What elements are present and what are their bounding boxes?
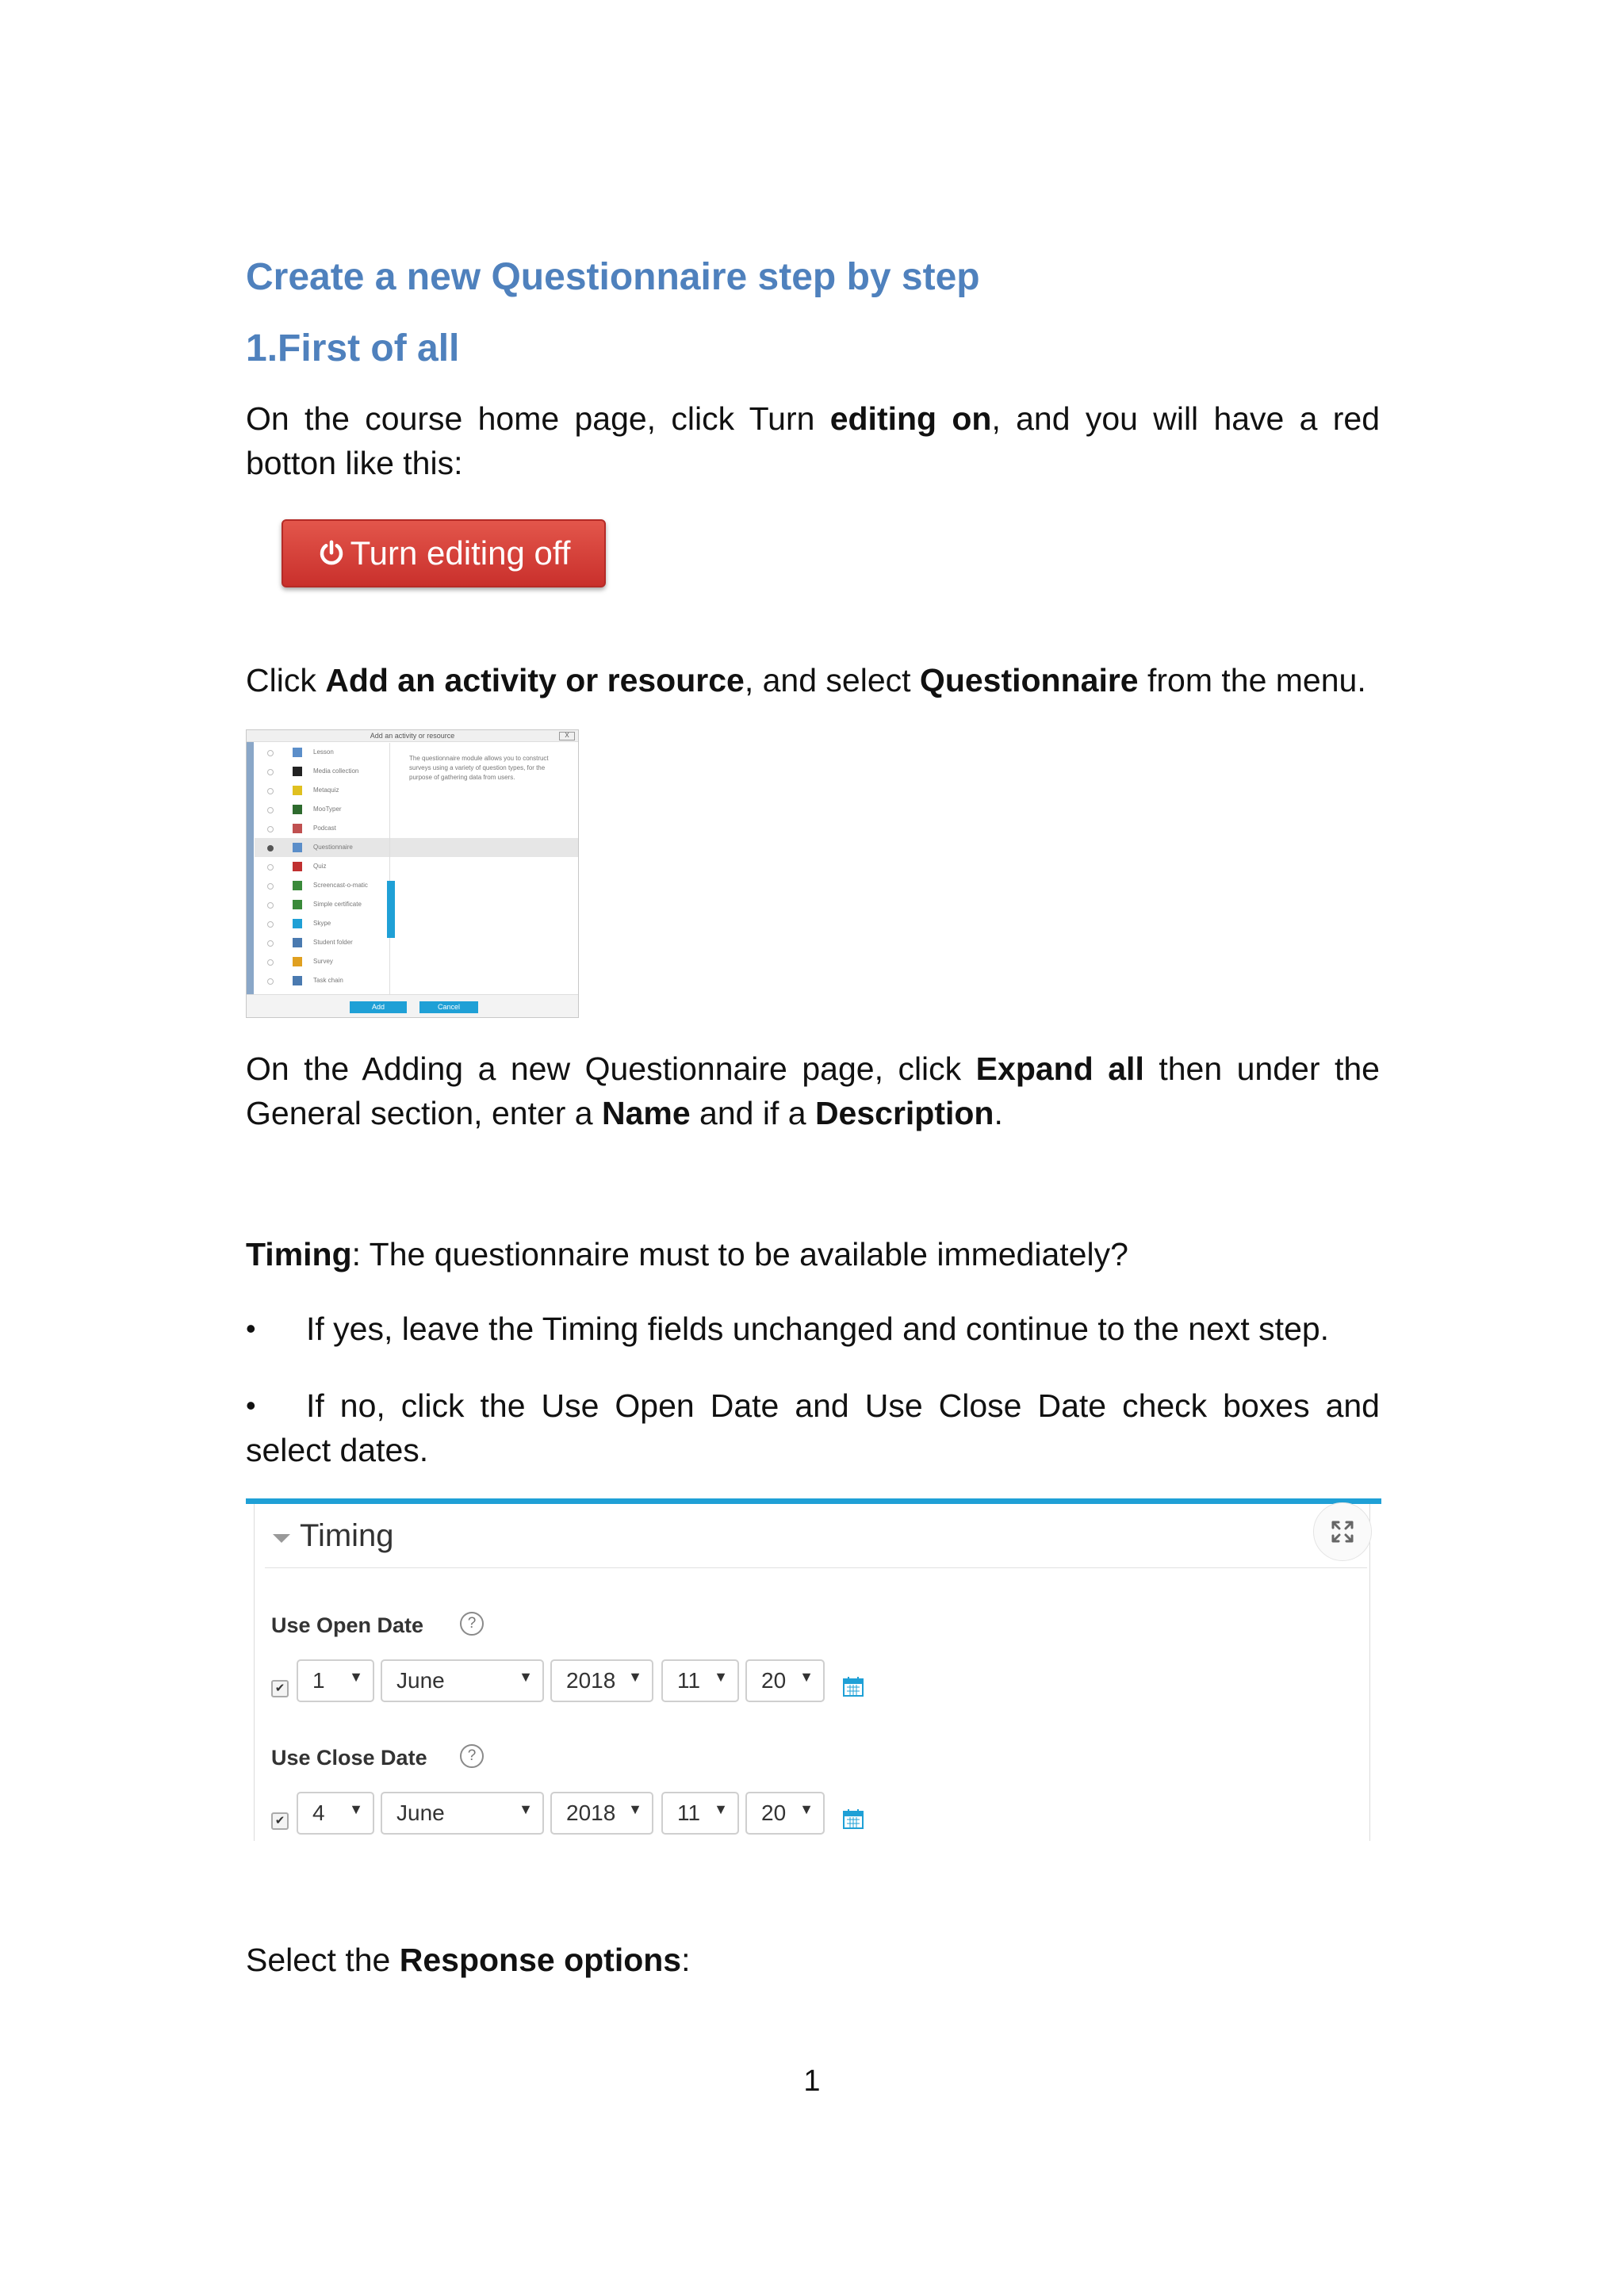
chooser-scrollbar[interactable] bbox=[387, 881, 395, 938]
chooser-activity-label: Screencast-o-matic bbox=[313, 882, 368, 889]
chooser-activity-item[interactable] bbox=[255, 914, 579, 933]
paragraph-timing-question: Timing: The questionnaire must to be available immediately? bbox=[246, 1236, 1128, 1272]
chooser-activity-label: Task chain bbox=[313, 977, 343, 984]
chooser-left-accent bbox=[247, 730, 254, 1017]
activity-icon bbox=[293, 957, 302, 966]
open-hour-select[interactable]: 11 ▼ bbox=[661, 1659, 739, 1702]
activity-icon bbox=[293, 881, 302, 890]
open-month-select[interactable]: June ▼ bbox=[381, 1659, 544, 1702]
chooser-activity-item[interactable] bbox=[255, 895, 579, 914]
radio-icon[interactable] bbox=[267, 959, 274, 966]
calendar-icon[interactable] bbox=[842, 1675, 864, 1697]
chooser-activity-label: Metaquiz bbox=[313, 786, 339, 794]
bullet-icon: • bbox=[246, 1312, 256, 1345]
expand-arrows-icon bbox=[1314, 1503, 1371, 1560]
timing-panel bbox=[246, 1498, 1381, 1845]
chooser-activity-item[interactable] bbox=[255, 781, 579, 800]
radio-icon[interactable] bbox=[267, 788, 274, 794]
paragraph-add-activity: Click Add an activity or resource, and select Questionnaire from the menu. bbox=[246, 662, 1366, 698]
close-minute-select[interactable]: 20 ▼ bbox=[745, 1792, 825, 1835]
activity-icon bbox=[293, 805, 302, 814]
close-day-select[interactable]: 4 ▼ bbox=[297, 1792, 374, 1835]
use-open-date-checkbox[interactable]: ✔ bbox=[271, 1680, 289, 1697]
document-title: Create a new Questionnaire step by step bbox=[246, 256, 980, 298]
radio-icon[interactable] bbox=[267, 864, 274, 871]
chooser-description: The questionnaire module allows you to construct surveys using a variety of question types, for the purpose of gathering data from users. bbox=[409, 755, 549, 781]
activity-icon bbox=[293, 938, 302, 947]
bullet-item: • If yes, leave the Timing fields unchanged and continue to the next step. bbox=[246, 1307, 1380, 1351]
fullscreen-toggle-button[interactable] bbox=[1313, 1502, 1372, 1561]
section-heading: 1.First of all bbox=[246, 327, 460, 369]
chooser-scroll-track bbox=[389, 743, 390, 997]
chooser-activity-item[interactable] bbox=[255, 800, 579, 819]
paragraph-turn-editing: On the course home page, click Turn editing on, and you will have a red botton like this: bbox=[246, 400, 1380, 481]
help-icon[interactable]: ? bbox=[460, 1612, 484, 1636]
bullet-item: • If no, click the Use Open Date and Use Close Date check boxes and select dates. bbox=[246, 1383, 1380, 1472]
timing-title-divider bbox=[265, 1567, 1367, 1568]
activity-icon bbox=[293, 862, 302, 871]
chooser-activity-label: Simple certificate bbox=[313, 901, 362, 908]
chooser-activity-label: Quiz bbox=[313, 863, 327, 870]
chooser-activity-label: Lesson bbox=[313, 748, 334, 756]
radio-icon[interactable] bbox=[267, 769, 274, 775]
activity-icon bbox=[293, 976, 302, 985]
chooser-activity-item[interactable] bbox=[255, 857, 579, 876]
activity-icon bbox=[293, 843, 302, 852]
use-close-date-label: Use Close Date bbox=[271, 1746, 427, 1770]
activity-icon bbox=[293, 748, 302, 757]
radio-icon[interactable] bbox=[267, 807, 274, 813]
open-year-select[interactable]: 2018 ▼ bbox=[550, 1659, 653, 1702]
radio-icon[interactable] bbox=[267, 921, 274, 928]
radio-icon[interactable] bbox=[267, 940, 274, 947]
chooser-activity-label: Media collection bbox=[313, 767, 359, 775]
panel-border-left bbox=[254, 1504, 255, 1841]
open-minute-select[interactable]: 20 ▼ bbox=[745, 1659, 825, 1702]
radio-icon[interactable] bbox=[267, 845, 274, 851]
chooser-activity-item[interactable] bbox=[255, 952, 579, 971]
paragraph-response-options: Select the Response options: bbox=[246, 1942, 691, 1978]
open-day-select[interactable]: 1 ▼ bbox=[297, 1659, 374, 1702]
close-year-select[interactable]: 2018 ▼ bbox=[550, 1792, 653, 1835]
paragraph-expand-all: On the Adding a new Questionnaire page, click Expand all then under the General section, enter a Name and if a Description. bbox=[246, 1050, 1380, 1131]
chooser-activity-item[interactable] bbox=[255, 838, 579, 857]
activity-icon bbox=[293, 767, 302, 776]
chooser-activity-item[interactable] bbox=[255, 971, 579, 990]
chooser-header: Add an activity or resource bbox=[247, 730, 578, 742]
chooser-close-button[interactable]: X bbox=[559, 732, 575, 740]
chooser-activity-item[interactable] bbox=[255, 876, 579, 895]
chooser-activity-label: Survey bbox=[313, 958, 333, 965]
close-month-select[interactable]: June ▼ bbox=[381, 1792, 544, 1835]
radio-icon[interactable] bbox=[267, 902, 274, 909]
chooser-add-button[interactable]: Add bbox=[350, 1001, 407, 1013]
chooser-activity-item[interactable] bbox=[255, 819, 579, 838]
chooser-footer bbox=[247, 994, 578, 1017]
use-open-date-label: Use Open Date bbox=[271, 1613, 424, 1637]
activity-icon bbox=[293, 786, 302, 795]
radio-icon[interactable] bbox=[267, 883, 274, 890]
chooser-activity-item[interactable] bbox=[255, 933, 579, 952]
activity-icon bbox=[293, 824, 302, 833]
timing-section-title[interactable]: Timing bbox=[300, 1518, 394, 1553]
collapse-caret-icon[interactable] bbox=[273, 1534, 290, 1543]
use-close-date-checkbox[interactable]: ✔ bbox=[271, 1812, 289, 1830]
turn-editing-off-button[interactable] bbox=[282, 519, 606, 587]
radio-icon[interactable] bbox=[267, 826, 274, 832]
chooser-cancel-button[interactable]: Cancel bbox=[419, 1001, 478, 1013]
chooser-activity-label: Questionnaire bbox=[313, 844, 353, 851]
activity-icon bbox=[293, 900, 302, 909]
radio-icon[interactable] bbox=[267, 750, 274, 756]
chooser-activity-label: Podcast bbox=[313, 825, 336, 832]
chooser-activity-label: Skype bbox=[313, 920, 331, 927]
chooser-activity-label: Student folder bbox=[313, 939, 353, 946]
page-number: 1 bbox=[803, 2064, 821, 2098]
bullet-icon: • bbox=[246, 1389, 256, 1422]
help-icon[interactable]: ? bbox=[460, 1744, 484, 1768]
activity-icon bbox=[293, 919, 302, 928]
turn-editing-off-label: Turn editing off bbox=[350, 534, 571, 572]
radio-icon[interactable] bbox=[267, 978, 274, 985]
close-hour-select[interactable]: 11 ▼ bbox=[661, 1792, 739, 1835]
chooser-activity-label: MooTyper bbox=[313, 806, 342, 813]
activity-chooser-dialog bbox=[246, 729, 579, 1018]
power-icon bbox=[317, 539, 346, 568]
calendar-icon[interactable] bbox=[842, 1808, 864, 1830]
